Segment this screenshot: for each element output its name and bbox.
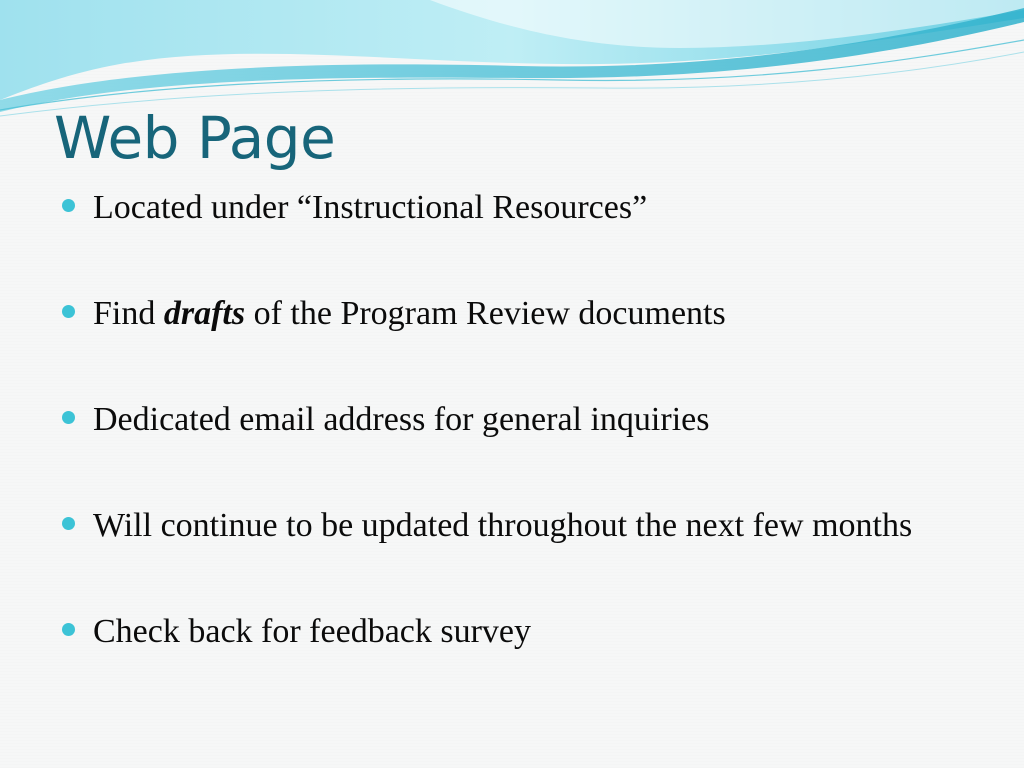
bullet-text-before: Find: [93, 295, 164, 332]
bullet-dot-icon: [62, 305, 75, 318]
bullet-text: Check back for feedback survey: [93, 613, 532, 650]
bullet-dot-icon: [62, 517, 75, 530]
bullet-text: Will continue to be updated throughout the next few months: [93, 507, 913, 544]
bullet-text-after: of the Program Review documents: [245, 295, 726, 332]
slide-title: Web Page: [54, 104, 336, 172]
bullet-item: [60, 291, 960, 337]
bullet-dot-icon: [62, 411, 75, 424]
bullet-item: [60, 397, 960, 443]
bullet-list: [60, 185, 960, 655]
bullet-item: [60, 609, 960, 655]
bullet-text: Located under “Instructional Resources”: [93, 189, 648, 226]
bullet-dot-icon: [62, 623, 75, 636]
bullet-dot-icon: [62, 199, 75, 212]
bullet-text: Dedicated email address for general inquiries: [93, 401, 710, 438]
bullet-item: [60, 185, 960, 231]
bullet-emphasis: drafts: [163, 295, 246, 332]
bullet-item: [60, 503, 960, 549]
